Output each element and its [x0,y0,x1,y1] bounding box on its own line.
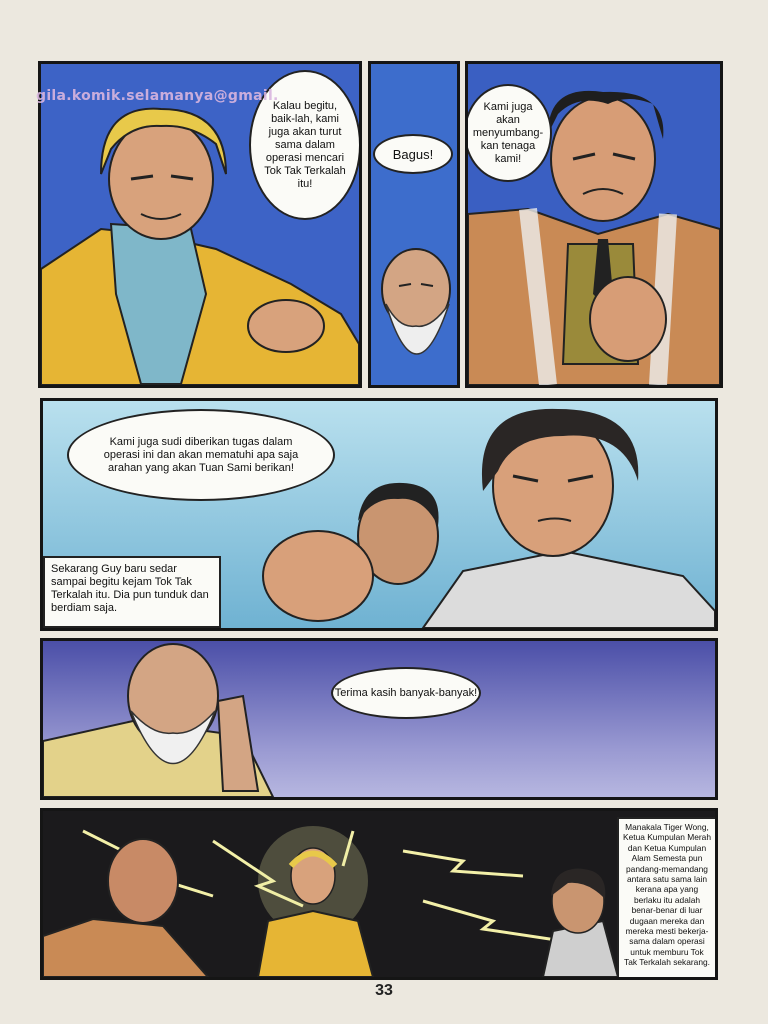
panel-5-art [43,641,715,797]
tiger-wong-head [108,839,178,923]
caption-text-6: Manakala Tiger Wong, Ketua Kumpulan Merah dan Ketua Kumpulan Alam Semesta pun pandang-memandang antara satu sama lain kerana apa yang berlaku itu adalah benar-benar di luar dugaan mereka dan mereka mesti bekerja-sama dalam operasi untuk memburu Tok Tak Terkalah sekarang. [623,822,711,968]
caption-box-4 [43,556,221,628]
fist [248,300,324,352]
speech-text-3: Kami juga akan menyumbang-kan tenaga kami! [472,100,544,165]
panel-4 [40,398,718,631]
blonde-man-jacket [258,911,373,977]
speech-text-5: Terima kasih banyak-banyak! [334,686,478,699]
speech-text-4: Kami juga sudi diberikan tugas dalam operasi ini dan akan mematuhi apa saja arahan yang akan Tuan Sami berikan! [103,435,299,474]
speech-bubble-3 [465,84,552,182]
panel-6-art [43,811,715,977]
speech-bubble-4 [67,409,335,501]
speech-bubble-5 [331,667,481,719]
panel-5 [40,638,718,800]
page-number: 33 [375,982,393,999]
panel-2-art [371,64,457,385]
speech-text-1: Kalau begitu, baik-lah, kami juga akan turut sama dalam operasi mencari Tok Tak Terkalah itu! [264,99,346,190]
caption-text-4: Sekarang Guy baru sedar sampai begitu kejam Tok Tak Terkalah itu. Dia pun tunduk dan berdiam saja. [51,563,209,614]
guy-fists [263,531,373,621]
caption-box-6 [617,817,717,980]
panel-6 [40,808,718,980]
panel-1 [38,61,362,388]
speech-text-2: Bagus! [392,146,434,162]
clasped-hands [590,277,666,361]
tiger-wong-face [551,97,655,221]
panel-2 [368,61,460,388]
speech-bubble-2 [373,134,453,174]
panel-3 [465,61,723,388]
watermark: gila.komik.selamanya@gmail. [36,88,279,104]
